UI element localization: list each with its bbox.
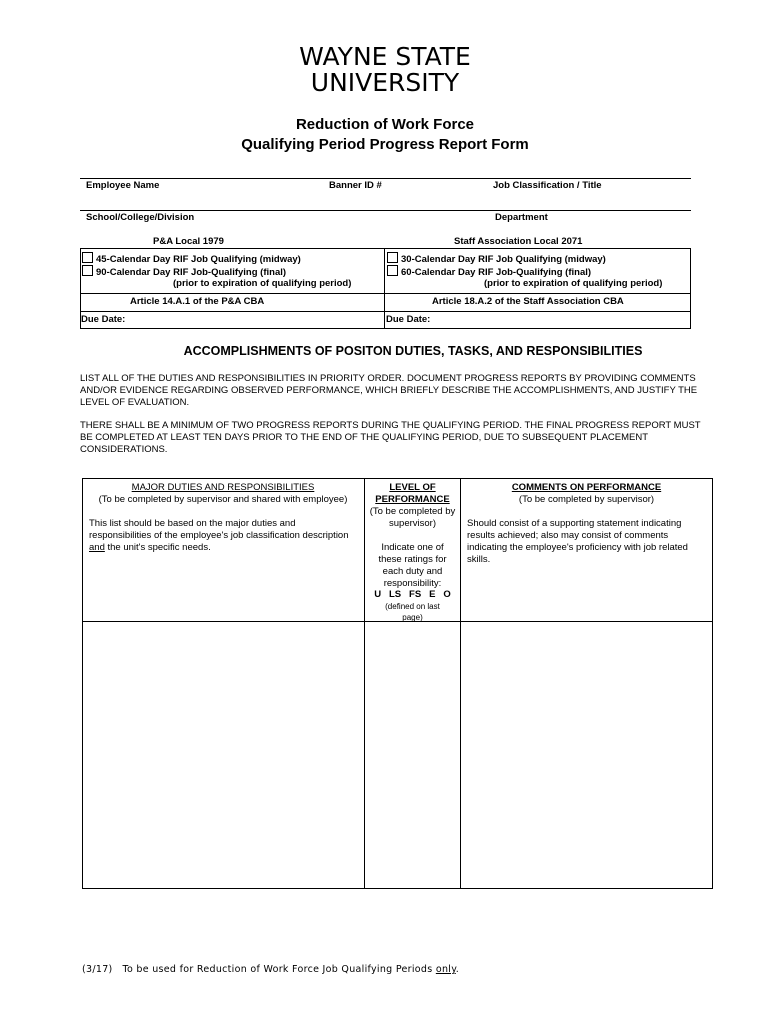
staff-article: Article 18.A.2 of the Staff Association CBA <box>432 296 624 307</box>
divider <box>460 478 461 889</box>
left-note: (prior to expiration of qualifying period) <box>173 278 352 289</box>
col3-header-text: COMMENTS ON PERFORMANCE <box>511 482 662 493</box>
divider <box>384 248 385 329</box>
instructions-paragraph-2: THERE SHALL BE A MINIMUM OF TWO PROGRESS REPORTS DURING THE QUALIFYING PERIOD. THE FINAL PROGRESS REPORT MUST BE COMPLETED AT LEAST TEN DAYS PRIOR TO THE END OF THE QUALIFYING PERIOD, DUE TO SUBSEQUENT PLACEMENT CONSIDERATIONS. <box>80 420 701 455</box>
col1-description-part1: This list should be based on the major duties and responsibilities of the employee's job classification description <box>89 518 349 541</box>
divider <box>80 178 691 179</box>
col3-description: Should consist of a supporting statement indicating results achieved; also may consist of comments indicating the employee's proficiency with job related skills. <box>467 518 688 565</box>
col1-header <box>83 482 363 494</box>
option-60-day[interactable] <box>387 265 591 278</box>
option-30-day-label: 30-Calendar Day RIF Job Qualifying (midway) <box>401 254 606 265</box>
divider <box>80 293 691 294</box>
department-label: Department <box>495 212 548 223</box>
footer-text: (3/17) To be used for Reduction of Work Force Job Qualifying Periods <box>82 964 436 975</box>
col2-header-line2: PERFORMANCE <box>375 494 450 505</box>
left-due-date-label: Due Date: <box>81 314 126 325</box>
col3-subheader: (To be completed by supervisor) <box>518 494 655 505</box>
checkbox-60-day[interactable] <box>387 265 398 276</box>
section-heading: ACCOMPLISHMENTS OF POSITON DUTIES, TASKS, AND RESPONSIBILITIES <box>183 344 643 358</box>
divider <box>80 210 691 211</box>
col2-subheader: (To be completed by supervisor) <box>369 506 456 529</box>
col2-header <box>365 482 460 506</box>
checkbox-30-day[interactable] <box>387 252 398 263</box>
footer-only: only <box>435 964 456 975</box>
footer-period: . <box>455 964 460 975</box>
form-title-line1: Reduction of Work Force <box>295 116 475 133</box>
rating-codes: U LS FS E O <box>374 589 451 600</box>
banner-id-label: Banner ID # <box>329 180 382 191</box>
col1-description-part2: the unit's specific needs. <box>104 542 211 553</box>
school-label: School/College/Division <box>86 212 195 223</box>
logo-line1: WAYNE STATE <box>299 42 471 71</box>
right-due-date-label: Due Date: <box>386 314 431 325</box>
divider <box>80 311 691 312</box>
col1-header-text: MAJOR DUTIES AND RESPONSIBILITIES <box>131 482 315 493</box>
checkbox-90-day[interactable] <box>82 265 93 276</box>
right-note: (prior to expiration of qualifying period) <box>484 278 663 289</box>
col3-header <box>461 482 712 494</box>
option-45-day-label: 45-Calendar Day RIF Job Qualifying (midway) <box>96 254 301 265</box>
employee-name-label: Employee Name <box>86 180 160 191</box>
pa-article: Article 14.A.1 of the P&A CBA <box>130 296 265 307</box>
checkbox-45-day[interactable] <box>82 252 93 263</box>
option-60-day-label: 60-Calendar Day RIF Job-Qualifying (final) <box>401 267 592 278</box>
option-45-day[interactable] <box>82 252 301 265</box>
form-title-line2: Qualifying Period Progress Report Form <box>241 136 529 153</box>
rating-definition-note: (defined on last page) <box>385 602 440 622</box>
university-logo <box>0 44 770 96</box>
staff-association-header: Staff Association Local 2071 <box>454 236 583 247</box>
col1-description <box>89 518 351 554</box>
logo-line2: UNIVERSITY <box>310 68 460 97</box>
col2-header-line1: LEVEL OF <box>389 482 436 493</box>
instructions-paragraph-1: LIST ALL OF THE DUTIES AND RESPONSIBILITIES IN PRIORITY ORDER. DOCUMENT PROGRESS REPORTS BY PROVIDING COMMENTS AND/OR EVIDENCE REGARDING OBSERVED PERFORMANCE, WHICH BRIEFLY DESCRIBE THE ACCOMPLISHMENTS, AND JUSTIFY THE LEVEL OF EVALUATION. <box>80 373 698 408</box>
col1-subheader: (To be completed by supervisor and shared with employee) <box>98 494 348 505</box>
col2-instructions: Indicate one of these ratings for each duty and responsibility: <box>378 542 447 589</box>
col1-description-and: and <box>89 542 105 553</box>
job-classification-label: Job Classification / Title <box>493 180 602 191</box>
option-90-day[interactable] <box>82 265 286 278</box>
pa-local-header: P&A Local 1979 <box>153 236 224 247</box>
option-90-day-label: 90-Calendar Day RIF Job-Qualifying (final) <box>96 267 287 278</box>
divider <box>364 478 365 889</box>
option-30-day[interactable] <box>387 252 606 265</box>
footer-note <box>82 964 459 975</box>
